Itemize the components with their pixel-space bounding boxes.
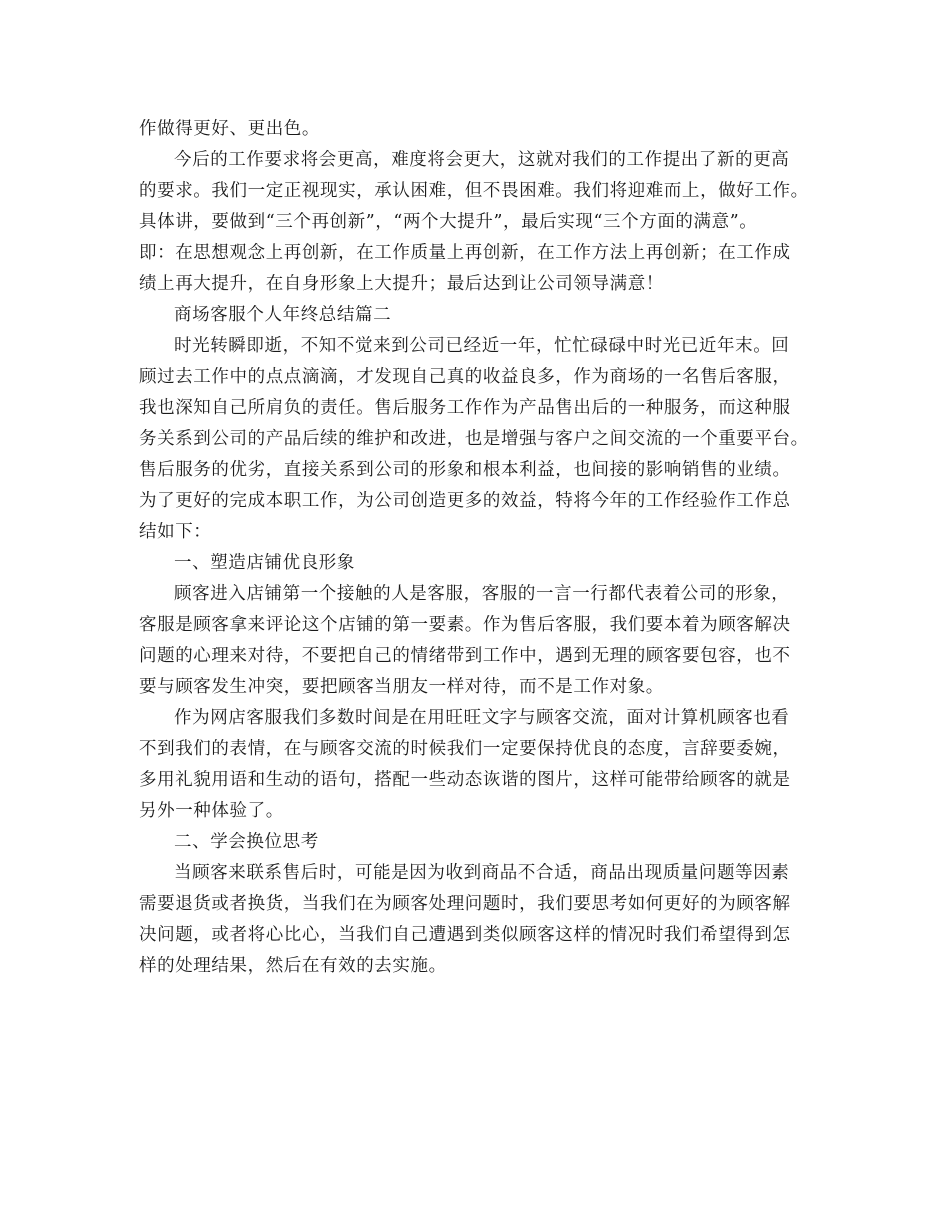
text-line: 即：在思想观念上再创新，在工作质量上再创新，在工作方法上再创新；在工作成	[139, 243, 791, 263]
text-line: 多用礼貌用语和生动的语句，搭配一些动态诙谐的图片，这样可能带给顾客的就是	[139, 770, 791, 790]
text-line: 不到我们的表情，在与顾客交流的时候我们一定要保持优良的态度，言辞要委婉，	[139, 739, 791, 759]
section-heading: 二、学会换位思考	[174, 832, 319, 852]
text-line: 为了更好的完成本职工作，为公司创造更多的效益，特将今年的工作经验作工作总	[139, 491, 791, 511]
document-body	[139, 114, 829, 982]
text-line: 具体讲，要做到“三个再创新”，“两个大提升”，最后实现“三个方面的满意”。	[139, 212, 758, 232]
text-line: 结如下：	[139, 522, 212, 542]
text-line: 的要求。我们一定正视现实，承认困难，但不畏困难。我们将迎难而上，做好工作。	[139, 181, 809, 201]
text-line: 售后服务的优劣，直接关系到公司的形象和根本利益，也间接的影响销售的业绩。	[139, 460, 791, 480]
text-line: 要与顾客发生冲突，要把顾客当朋友一样对待，而不是工作对象。	[139, 677, 664, 697]
section-heading: 商场客服个人年终总结篇二	[174, 305, 392, 325]
text-line: 问题的心理来对待，不要把自己的情绪带到工作中，遇到无理的顾客要包容，也不	[139, 646, 791, 666]
text-line: 作做得更好、更出色。	[139, 119, 320, 139]
text-line: 绩上再大提升，在自身形象上大提升；最后达到让公司领导满意！	[139, 274, 664, 294]
text-line: 时光转瞬即逝，不知不觉来到公司已经近一年，忙忙碌碌中时光已近年末。回	[174, 336, 790, 356]
text-line: 顾客进入店铺第一个接触的人是客服，客服的一言一行都代表着公司的形象，	[174, 584, 790, 604]
section-heading: 一、塑造店铺优良形象	[174, 553, 355, 573]
text-line: 决问题，或者将心比心，当我们自己遭遇到类似顾客这样的情况时我们希望得到怎	[139, 925, 791, 945]
text-line: 另外一种体验了。	[139, 801, 284, 821]
text-line: 作为网店客服我们多数时间是在用旺旺文字与顾客交流，面对计算机顾客也看	[174, 708, 790, 728]
text-line: 当顾客来联系售后时，可能是因为收到商品不合适，商品出现质量问题等因素	[174, 863, 790, 883]
text-line: 今后的工作要求将会更高，难度将会更大，这就对我们的工作提出了新的更高	[174, 150, 790, 170]
text-line: 务关系到公司的产品后续的维护和改进，也是增强与客户之间交流的一个重要平台。	[139, 429, 809, 449]
text-line: 顾过去工作中的点点滴滴，才发现自己真的收益良多，作为商场的一名售后客服，	[139, 367, 791, 387]
text-line: 我也深知自己所肩负的责任。售后服务工作作为产品售出后的一种服务，而这种服	[139, 398, 791, 418]
text-line: 客服是顾客拿来评论这个店铺的第一要素。作为售后客服，我们要本着为顾客解决	[139, 615, 791, 635]
text-line: 样的处理结果，然后在有效的去实施。	[139, 956, 447, 976]
text-line: 需要退货或者换货，当我们在为顾客处理问题时，我们要思考如何更好的为顾客解	[139, 894, 791, 914]
